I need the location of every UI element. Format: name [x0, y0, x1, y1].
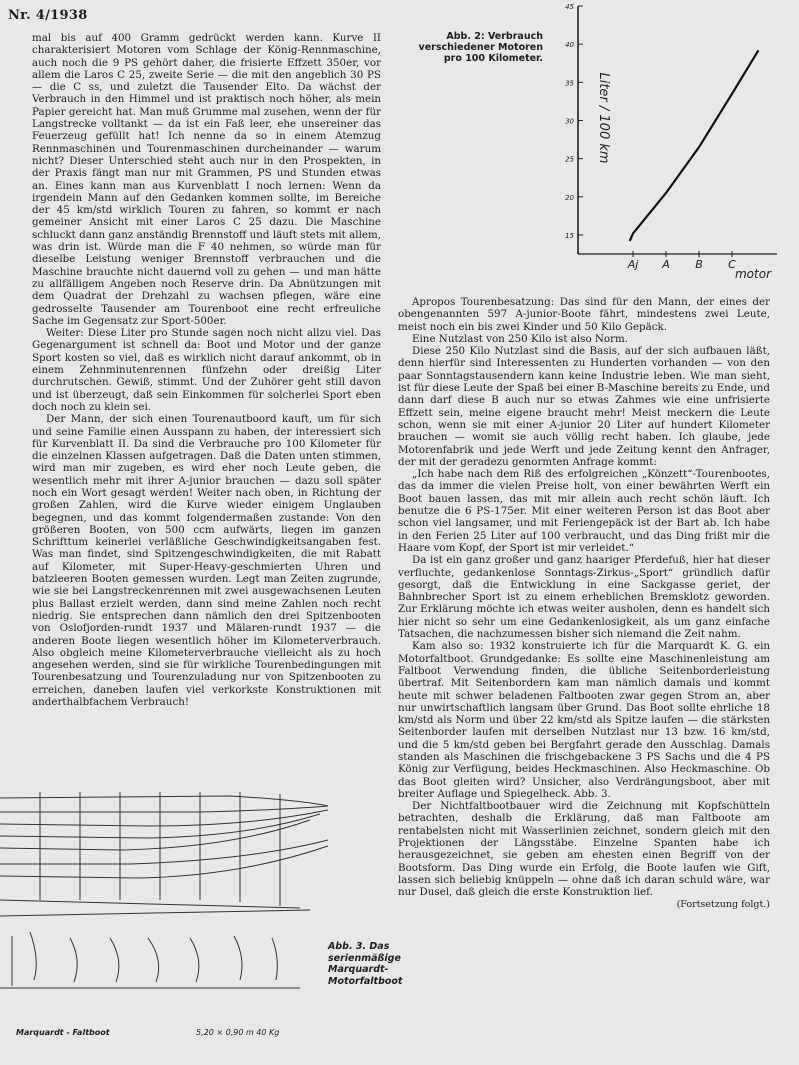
hull-line: [0, 796, 328, 806]
continued-note: (Fortsetzung folgt.): [676, 898, 770, 910]
drawing-dimensions: 5,20 × 0,90 m 40 Kg: [196, 1028, 280, 1037]
frame-section: [70, 938, 77, 982]
figure-2-caption: Abb. 2: Verbrauch verschiedener Motoren pro 100 Kilometer.: [418, 31, 543, 64]
x-tick-label: B: [695, 258, 703, 271]
x-tick-label: A: [662, 258, 670, 271]
quote-paragraph: „Ich habe nach dem Riß des erfolgreichen „Könzett“-Tourenbootes, das da immer die vielen Preise holt, von einer bewährten Werft ein Boot bauen lassen, das mit mir allein auch recht schön läuft. Ich benutze die 6 PS-175er. Mit einer weiteren Person ist das Boot aber schon viel langsamer, und mit Feriengepäck ist der Bart ab. Ich habe in den Ferien 25 Liter auf 100 verbraucht, und das Ding frißt mir die Haare vom Kopf, der Sport ist mir verleidet.“: [398, 468, 770, 554]
y-tick-label: 30: [565, 117, 574, 126]
x-tick-label: Aj: [627, 258, 639, 271]
y-tick-label: 15: [565, 231, 574, 240]
frame-section: [234, 936, 242, 980]
y-tick-label: 45: [565, 3, 574, 11]
paragraph: Der Mann, der sich einen Tourenautboord kauft, um für sich und seine Familie einen Ausspann zu haben, der interessiert sich für Kurvenblatt II. Da sind die Verbrauche pro 100 Kilometer für die einzelnen Klassen aufgetragen. Daß die Daten unten stimmen, wird man mir zugeben, es wird eher noch Leute geben, die wesentlich mehr mit ihrer A-junior brauchen — dazu soll später noch ein Wort gesagt werden! Weiter nach oben, in Richtung der großen Zahlen, wird die Kurve wieder einigem Unglauben begegnen, und das kommt folgendermaßen zustande: Von den größeren Booten, von 500 ccm aufwärts, liegen im ganzen Schrifttum keinerlei verläßliche Geschwindigkeitsangaben fest. Was man findet, sind Spitzengeschwindigkeiten, die mit Rabatt auf Kilometer, mit Super-Heavy-geschmierten Uhren und batzleeren Booten gemessen wurden. Legt man Zeiten zugrunde, wie sie bei Langstreckenrennen mit zwei ausgewachsenen Leuten plus Ballast erzielt werden, dann sind meine Zahlen noch recht niedrig. Sie entsprechen dann nämlich den drei Spitzenbooten von Oslofjorden-rundt 1937 und Mälaren-rundt 1937 — die anderen Boote liegen wesentlich höher im Kilometerverbrauch. Also obgleich meine Kilometerverbrauche vielleicht als zu hoch angesehen werden, sind sie für wirkliche Tourenbedingungen mit Tourenbesatzung und Tourenzuladung nur von Spitzenbooten zu erreichen, daneben laufen viel verkorkste Konstruktionen mit anderthalbfachem Verbrauch!: [32, 413, 381, 709]
x-axis-label: motor: [734, 267, 772, 281]
frame-section: [148, 938, 159, 982]
paragraph: Diese 250 Kilo Nutzlast sind die Basis, auf der sich aufbauen läßt, denn hierfür sind Interessenten zu Hunderten vorhanden — von den paar Sonntagstausendern kann keine Industrie leben. Wie man sieht, ist für diese Leute der Spaß bei einer B-Maschine bereits zu Ende, und dann darf diese B auch nur so etwas Zahmes wie eine unfrisierte Effzett sein, meine eigene braucht mehr! Meist meckern die Leute schon, wenn sie mit einer A-junior 20 Liter auf hundert Kilometer brauchen — womit sie auch völlig recht haben. Ich glaube, jede Motorenfabrik und jede Werft und jede Zeitung kennt den Anfrager, der mit der geradezu genormten Anfrage kommt:: [398, 345, 770, 468]
y-tick-label: 25: [565, 155, 574, 164]
frame-section: [190, 938, 199, 982]
right-column: [398, 296, 770, 1048]
issue-number: Nr. 4/1938: [8, 8, 88, 23]
paragraph: Apropos Tourenbesatzung: Das sind für den Mann, der eines der obengenannten 597 A-junior-Boote fährt, mindestens zwei Leute, meist noch ein bis zwei Kinder und 50 Kilo Gepäck.: [398, 296, 770, 333]
consumption-chart: [548, 0, 777, 285]
paragraph: Der Nichtfaltbootbauer wird die Zeichnung mit Kopfschütteln betrachten, deshalb die Erklärung, daß man Faltboote am rentabelsten nicht mit Wasserlinien zeichnet, sondern gleich mit den Projektionen der Längsstäbe. Einzelne Spanten habe ich herausgezeichnet, sie geben am ehesten einen Begriff von der Bootsform. Das Ding wurde ein Erfolg, die Boote laufen wie Gift, lassen sich beliebig knüppeln — ohne daß ich daran schuld wäre, war nur Dusel, daß gleich die erste Konstruktion lief.: [398, 800, 770, 899]
figure-3-caption: Abb. 3. Das serienmäßige Marquardt-Motorfaltboot: [328, 941, 403, 987]
frame-section: [272, 938, 277, 980]
left-column: [32, 32, 381, 802]
paragraph: Da ist ein ganz großer und ganz haariger Pferdefuß, hier hat dieser verfluchte, gedankenlose Sonntags-Zirkus-„Sport“ gründlich dafür gesorgt, daß die Entwicklung in eine Sackgasse geriet, der Bahnbrecher Sport ist zu einem erheblichen Bremsklotz geworden. Zur Erklärung möchte ich etwas weiter ausholen, denn es handelt sich hier nicht so sehr um eine Gedankenlosigkeit, als um ganz einfache Tatsachen, die nachzumessen bisher sich niemand die Zeit nahm.: [398, 554, 770, 641]
keel-line: [0, 910, 310, 916]
y-tick-label: 40: [565, 41, 574, 50]
series-line: [630, 50, 759, 241]
paragraph: Eine Nutzlast von 250 Kilo ist also Norm.: [412, 332, 629, 345]
y-tick-label: 35: [565, 79, 574, 88]
y-axis-label: Liter / 100 km: [596, 72, 611, 164]
keel-line: [0, 900, 300, 908]
y-tick-label: 20: [565, 193, 574, 202]
frame-section: [110, 938, 119, 982]
boat-drawing: [0, 790, 330, 1025]
drawing-label: Marquardt - Faltboot: [16, 1028, 110, 1037]
paragraph: mal bis auf 400 Gramm gedrückt werden kann. Kurve II charakterisiert Motoren vom Schlage der König-Rennmaschine, auch noch die 9 PS gehört daher, die frisierte Effzett 350er, vor allem die Laros C 25, zweite Serie — die mit den angeblich 30 PS — die C ss, und zuletzt die Tausender Elto. Da wächst der Verbrauch in den Himmel und ist praktisch noch höher, als mein Papier gereicht hat. Man muß Grumme mal zusehen, wenn der für Langstrecke volltankt — da ist ein Faß leer, ehe unsereiner das Feuerzeug gefüllt hat! Ich nenne da so in einem Atemzug Rennmaschinen und Tourenmaschinen durcheinander — warum nicht? Dieser Unterschied steht auch nur in den Prospekten, in der Praxis fängt man nur mit Grammen, PS und Stunden etwas an. Eines kann man aus Kurvenblatt I noch lernen: Wenn da irgendein Mann auf den Gedanken kommen sollte, im Bereiche der 45 km/std wirklich Touren zu fahren, so kommt er nach gemeiner Ansicht mit einer Laros C 25 dazu. Die Maschine schluckt dann ganz anständig Brennstoff und läuft stets mit allem, was drin ist. Würde man die F 40 nehmen, so würde man für dieselbe Leistung weniger Brennstoff verbrauchen und die Maschine brauchte nicht dauernd voll zu gehen — und man hätte zu allfälligem Angeben noch Reserve drin. Da Abnützungen mit dem Quadrat der Drehzahl zu wachsen pflegen, wäre eine gedrosselte Tausender am Tourenboot eine recht erfreuliche Sache im Gegensatz zur Sport-500er.: [32, 32, 381, 327]
hull-line: [0, 806, 328, 812]
paragraph: Kam also so: 1932 konstruierte ich für die Marquardt K. G. ein Motorfaltboot. Grundgedanke: Es sollte eine Maschinenleistung am Faltboot Verwendung finden, die übliche Seitenborderleistung übertraf. Mit Seitenbordern kam man nämlich damals und kommt heute mit schwer beladenen Faltbooten zwar gegen Strom an, aber nur unwirtschaftlich langsam über Grund. Das Boot sollte ehrliche 18 km/std als Norm und über 22 km/std als Spitze laufen — die stärksten Seitenborder laufen mit derselben Nutzlast nur 13 bzw. 16 km/std, und die 5 km/std geben bei Bergfahrt gerade den Ausschlag. Damals standen als Maschinen die frischgebackene 3 PS Sachs und die 4 PS König zur Verfügung, beides Heckmaschinen. Also Heckmaschine. Ob das Boot gleiten wird? Unsicher, also Verdrängungsboot, aber mit breiter Auflage und Spiegelheck. Abb. 3.: [398, 640, 770, 800]
paragraph: Weiter: Diese Liter pro Stunde sagen noch nicht allzu viel. Das Gegenargument ist schnell da: Boot und Motor und der ganze Sport kosten so viel, daß es wirklich nicht darauf ankommt, ob in einem Zehnminutenrennen fünfzehn oder dreißig Liter durchrutschen. Gewiß, stimmt. Und der Zuhörer geht still davon und ist überzeugt, daß sein Einkommen für solcherlei Sport eben doch noch zu klein sei.: [32, 327, 381, 413]
frame-section: [30, 932, 36, 980]
x-tick-label: C: [728, 258, 736, 271]
